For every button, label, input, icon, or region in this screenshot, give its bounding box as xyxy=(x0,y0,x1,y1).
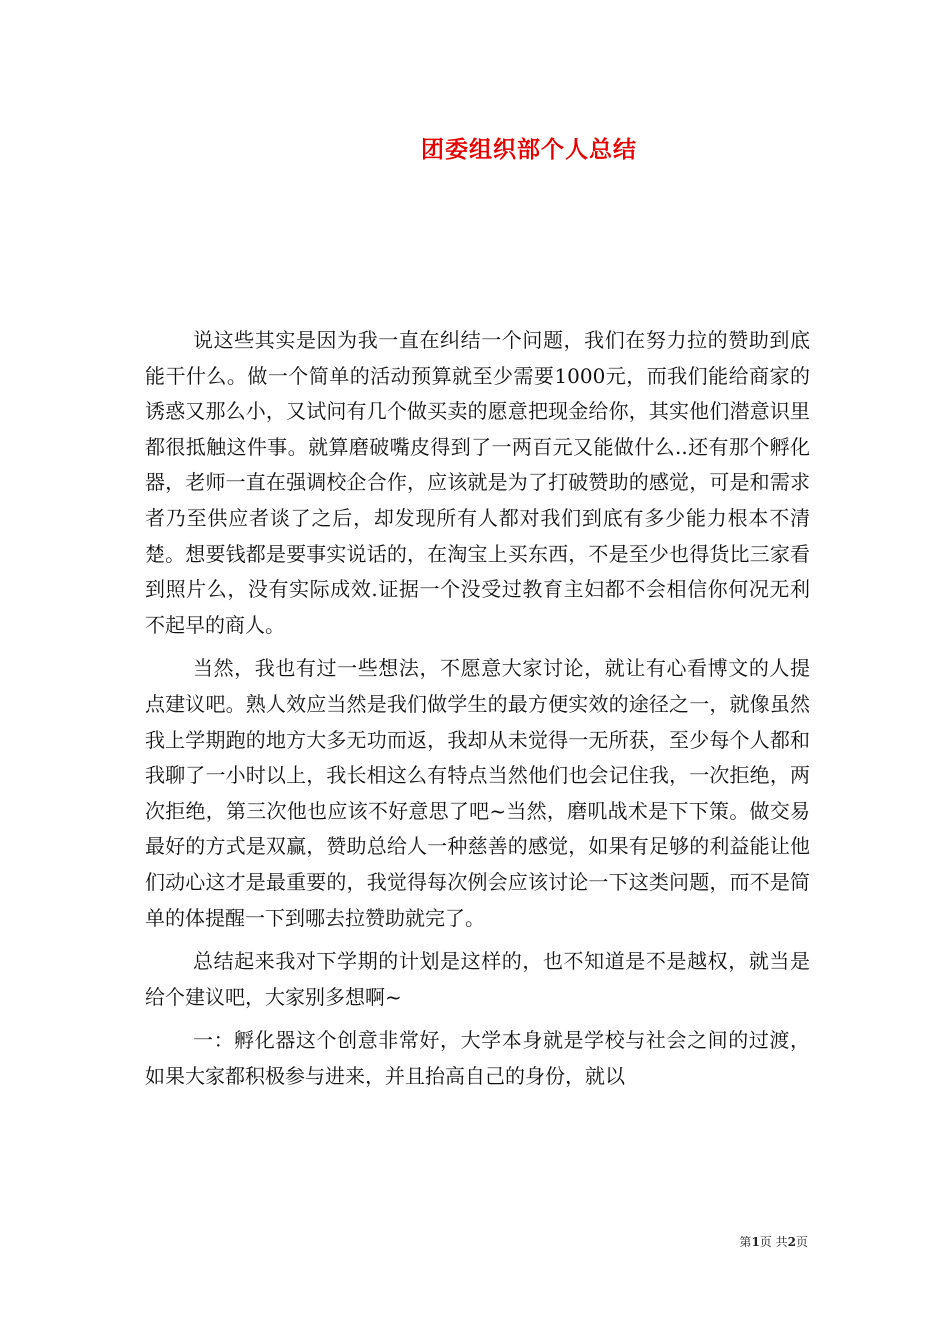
paragraph-4: 一：孵化器这个创意非常好，大学本身就是学校与社会之间的过渡，如果大家都积极参与进来，并且抬高自己的身份，就以 xyxy=(145,1028,810,1088)
paragraph-3: 总结起来我对下学期的计划是这样的，也不知道是不是越权，就当是给个建议吧，大家别多想啊~ xyxy=(145,949,810,1009)
footer-page-number: 1 xyxy=(751,1235,760,1249)
footer-suffix: 页 xyxy=(795,1235,808,1249)
document-title: 团委组织部个人总结 xyxy=(421,136,637,163)
document-body xyxy=(145,323,810,1094)
page-footer xyxy=(0,1234,950,1250)
footer-prefix: 第 xyxy=(739,1235,752,1249)
footer-total-pages: 2 xyxy=(787,1235,796,1249)
footer-middle: 页 共 xyxy=(759,1235,788,1249)
paragraph-1: 说这些其实是因为我一直在纠结一个问题，我们在努力拉的赞助到底能干什么。做一个简单的活动预算就至少需要1000元，而我们能给商家的诱惑又那么小，又试问有几个做买卖的愿意把现金给你，其实他们潜意识里都很抵触这件事。就算磨破嘴皮得到了一两百元又能做什么..还有那个孵化器，老师一直在强调校企合作，应该就是为了打破赞助的感觉，可是和需求者乃至供应者谈了之后，却发现所有人都对我们到底有多少能力根本不清楚。想要钱都是要事实说话的，在淘宝上买东西，不是至少也得货比三家看到照片么，没有实际成效.证据一个没受过教育主妇都不会相信你何况无利不起早的商人。 xyxy=(145,328,810,637)
paragraph-2: 当然，我也有过一些想法，不愿意大家讨论，就让有心看博文的人提点建议吧。熟人效应当然是我们做学生的最方便实效的途径之一，就像虽然我上学期跑的地方大多无功而返，我却从未觉得一无所获，至少每个人都和我聊了一小时以上，我长相这么有特点当然他们也会记住我，一次拒绝，两次拒绝，第三次他也应该不好意思了吧~当然，磨叽战术是下下策。做交易最好的方式是双赢，赞助总给人一种慈善的感觉，如果有足够的利益能让他们动心这才是最重要的，我觉得每次例会应该讨论一下这类问题，而不是简单的体提醒一下到哪去拉赞助就完了。 xyxy=(145,656,810,930)
